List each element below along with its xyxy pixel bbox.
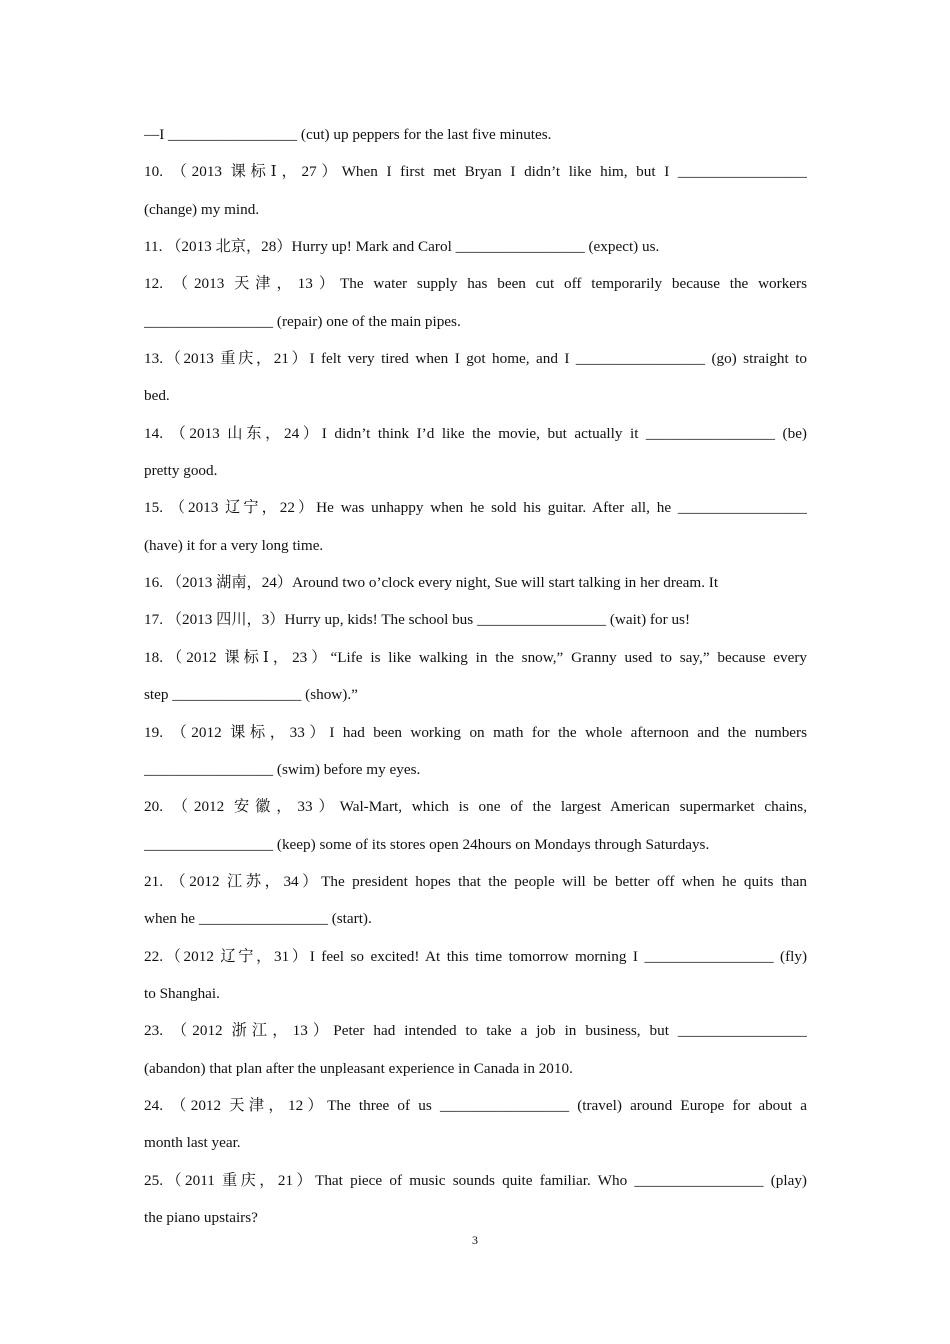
text-line: the piano upstairs?: [144, 1208, 258, 1226]
text-line: 25.（2011 重庆，21）That piece of music sounds quite familiar. Who _________________ (play): [144, 1171, 807, 1189]
page-number: 3: [472, 1233, 478, 1247]
text-line: _________________ (repair) one of the main pipes.: [144, 312, 461, 330]
text-line: (abandon) that plan after the unpleasant experience in Canada in 2010.: [144, 1059, 573, 1077]
text-line: 11. （2013 北京，28）Hurry up! Mark and Carol _________________ (expect) us.: [144, 238, 660, 256]
text-line: 21. （2012 江苏，34）The president hopes that the people will be better off when he quits than: [144, 872, 807, 890]
text-line: —I _________________ (cut) up peppers for the last five minutes.: [144, 126, 552, 143]
text-line: 23. （2012 浙江，13）Peter had intended to take a job in business, but _________________: [144, 1022, 807, 1040]
text-line: 12. （2013 天津，13）The water supply has been cut off temporarily because the workers: [144, 275, 807, 293]
text-line: 24. （2012 天津，12）The three of us _________________ (travel) around Europe for about a: [144, 1096, 807, 1114]
text-line: when he _________________ (start).: [144, 910, 372, 928]
text-line: _________________ (keep) some of its stores open 24hours on Mondays through Saturdays.: [144, 835, 710, 853]
text-line: bed.: [144, 387, 170, 405]
text-line: 17. （2013 四川，3）Hurry up, kids! The school bus _________________ (wait) for us!: [144, 611, 691, 629]
text-line: 19. （2012 课标，33）I had been working on math for the whole afternoon and the numbers: [144, 723, 807, 741]
text-line: 10. （2013 课标Ⅰ，27）When I first met Bryan I didn’t like him, but I _________________: [144, 163, 807, 181]
text-line: (change) my mind.: [144, 200, 260, 218]
text-line: 22.（2012 辽宁，31）I feel so excited! At this time tomorrow morning I _________________ (fly): [144, 947, 807, 965]
text-line: 14. （2013 山东，24）I didn’t think I’d like the movie, but actually it _________________ (be): [144, 424, 807, 442]
exercise-list: [144, 116, 807, 1236]
text-line: to Shanghai.: [144, 984, 220, 1002]
text-line: 15. （2013 辽宁，22）He was unhappy when he sold his guitar. After all, he _________________: [144, 499, 807, 517]
text-line: (have) it for a very long time.: [144, 536, 324, 554]
text-line: 13.（2013 重庆，21）I felt very tired when I got home, and I _________________ (go) straight to: [144, 350, 807, 368]
text-line: _________________ (swim) before my eyes.: [144, 760, 421, 778]
text-line: 20. （2012 安徽，33）Wal-Mart, which is one of the largest American supermarket chains,: [144, 798, 807, 816]
text-line: 18.（2012 课标Ⅰ，23）“Life is like walking in the snow,” Granny used to say,” because every: [144, 648, 807, 666]
text-line: step _________________ (show).”: [144, 686, 358, 704]
text-line: 16. （2013 湖南，24）Around two o’clock every night, Sue will start talking in her dream. It: [144, 574, 719, 592]
text-line: pretty good.: [144, 462, 218, 480]
text-line: month last year.: [144, 1134, 241, 1152]
